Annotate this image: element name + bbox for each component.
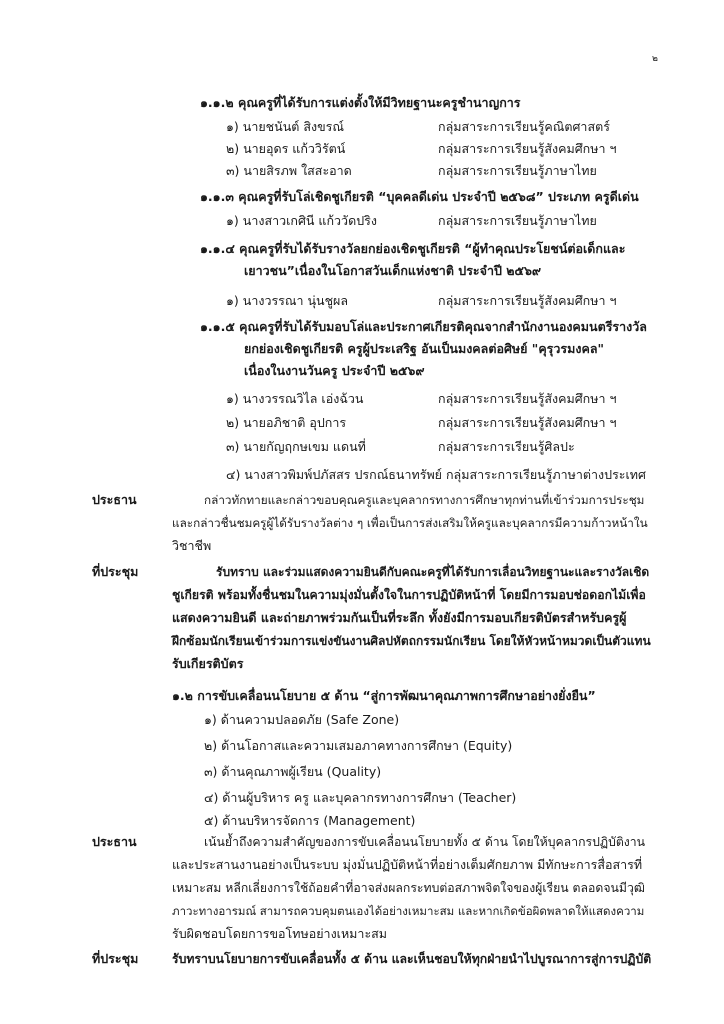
list-item-group: กลุ่มสาระการเรียนรู้คณิตศาสตร์	[438, 119, 610, 134]
list-item-group: กลุ่มสาระการเรียนรู้สังคมศึกษา ฯ	[438, 141, 617, 156]
list-item-group: กลุ่มสาระการเรียนรู้ภาษาไทย	[438, 213, 597, 228]
chair-statement-line: วิชาชีพ	[172, 538, 212, 553]
list-item-group: กลุ่มสาระการเรียนรู้ศิลปะ	[438, 439, 575, 454]
meeting-resolution-line: ชูเกียรติ พร้อมทั้งชื่นชมในความมุ่งมั่นตั้งใจในการปฏิบัติหน้าที่ โดยมีการมอบช่อดอกไม้เพื่อ	[172, 588, 646, 602]
meeting-resolution-line: แสดงความยินดี และถ่ายภาพร่วมกันเป็นที่ระลึก ทั้งยังมีการมอบเกียรติบัตรสำหรับครูผู้	[172, 610, 627, 625]
list-item-name: ๑) นายชนันต์ สิงขรณ์	[226, 119, 344, 134]
section-1-1-4-heading-cont: เยาวชน”เนื่องในโอกาสวันเด็กแห่งชาติ ประจำปี ๒๕๖๙	[244, 263, 542, 278]
section-1-1-2-heading: ๑.๑.๒ คุณครูที่ได้รับการแต่งตั้งให้มีวิทยฐานะครูชำนาญการ	[200, 95, 521, 110]
list-item-group: กลุ่มสาระการเรียนรู้ภาษาไทย	[438, 163, 597, 178]
meeting-label: ที่ประชุม	[92, 951, 139, 966]
chair-statement-line: และกล่าวชื่นชมครูผู้ได้รับรางวัลต่าง ๆ เพื่อเป็นการส่งเสริมให้ครูและบุคลากรมีความก้าวหน้าใน	[172, 516, 648, 530]
meeting-label: ที่ประชุม	[92, 564, 139, 579]
list-item-group: กลุ่มสาระการเรียนรู้สังคมศึกษา ฯ	[438, 415, 617, 430]
policy-item: ๕) ด้านบริหารจัดการ (Management)	[204, 813, 416, 828]
chair-statement-line: กล่าวทักทายและกล่าวขอบคุณครูและบุคลากรทางการศึกษาทุกท่านที่เข้าร่วมการประชุม	[204, 493, 645, 507]
meeting-resolution-line: ฝึกซ้อมนักเรียนเข้าร่วมการแข่งขันงานศิลปหัตถกรรมนักเรียน โดยให้หัวหน้าหมวดเป็นตัวแทน	[172, 634, 651, 648]
list-item-name: ๓) นายสิรภพ ใสสะอาด	[226, 163, 352, 178]
policy-item: ๓) ด้านคุณภาพผู้เรียน (Quality)	[204, 764, 382, 779]
meeting-resolution-line: รับทราบ และร่วมแสดงความยินดีกับคณะครูที่ได้รับการเลื่อนวิทยฐานะและรางวัลเชิด	[216, 565, 650, 579]
page-number: ๒	[652, 54, 658, 64]
section-1-1-5-heading: ๑.๑.๕ คุณครูที่รับได้รับมอบโล่และประกาศเกียรติคุณจากสำนักงานองคมนตรีรางวัล	[200, 319, 647, 334]
policy-item: ๑) ด้านความปลอดภัย (Safe Zone)	[204, 712, 400, 727]
chair-label: ประธาน	[92, 492, 137, 507]
list-item-full: ๔) นางสาวพิมพ์ปภัสสร ปรกณ์ธนาทรัพย์ กลุ่มสาระการเรียนรู้ภาษาต่างประเทศ	[226, 467, 646, 482]
chair-statement-line: เน้นย้ำถึงความสำคัญของการขับเคลื่อนนโยบายทั้ง ๕ ด้าน โดยให้บุคลากรปฏิบัติงาน	[204, 835, 646, 849]
meeting-resolution-line: รับทราบนโยบายการขับเคลื่อนทั้ง ๕ ด้าน และเห็นชอบให้ทุกฝ่ายนำไปบูรณาการสู่การปฏิบัติ	[172, 952, 652, 966]
chair-statement-line: เหมาะสม หลีกเลี่ยงการใช้ถ้อยคำที่อาจส่งผลกระทบต่อสภาพจิตใจของผู้เรียน ตลอดจนมีวุฒิ	[172, 881, 645, 895]
section-1-1-5-heading-cont: เนื่องในงานวันครู ประจำปี ๒๕๖๙	[244, 363, 425, 378]
section-1-1-5-heading-cont: ยกย่องเชิดชูเกียรติ ครูผู้ประเสริฐ อันเป็นมงคลต่อศิษย์ "คุรุวรมงคล"	[244, 341, 605, 356]
section-1-1-4-heading: ๑.๑.๔ คุณครูที่รับได้รับรางวัลยกย่องเชิดชูเกียรติ “ผู้ทำคุณประโยชน์ต่อเด็กและ	[200, 241, 626, 256]
list-item-name: ๒) นายอภิชาติ อุปการ	[226, 415, 347, 430]
list-item-group: กลุ่มสาระการเรียนรู้สังคมศึกษา ฯ	[438, 293, 617, 308]
section-1-1-3-heading: ๑.๑.๓ คุณครูที่รับโล่เชิดชูเกียรติ “บุคคลดีเด่น ประจำปี ๒๕๖๘” ประเภท ครูดีเด่น	[200, 189, 639, 204]
chair-statement-line: รับผิดชอบโดยการขอโทษอย่างเหมาะสม	[172, 926, 388, 941]
list-item-name: ๑) นางวรรณา นุ่นชูผล	[226, 293, 349, 308]
chair-statement-line: ภาวะทางอารมณ์ สามารถควบคุมตนเองได้อย่างเหมาะสม และหากเกิดข้อผิดพลาดให้แสดงความ	[172, 904, 645, 918]
policy-item: ๒) ด้านโอกาสและความเสมอภาคทางการศึกษา (Equity)	[204, 738, 513, 753]
meeting-resolution-line: รับเกียรติบัตร	[172, 656, 244, 671]
list-item-name: ๑) นางสาวเกศินี แก้ววัดปริง	[226, 213, 377, 228]
chair-statement-line: และประสานงานอย่างเป็นระบบ มุ่งมั่นปฏิบัติหน้าที่อย่างเต็มศักยภาพ มีทักษะการสื่อสารที่	[172, 857, 643, 872]
list-item-name: ๑) นางวรรณวิไล เอ่งฉ้วน	[226, 391, 364, 406]
list-item-name: ๒) นายอุดร แก้ววิรัตน์	[226, 141, 346, 156]
policy-item: ๔) ด้านผู้บริหาร ครู และบุคลากรทางการศึกษา (Teacher)	[204, 790, 517, 805]
list-item-group: กลุ่มสาระการเรียนรู้สังคมศึกษา ฯ	[438, 391, 617, 406]
chair-label: ประธาน	[92, 834, 137, 849]
list-item-name: ๓) นายกัญฤกษเขม แดนที่	[226, 439, 366, 454]
section-1-2-heading: ๑.๒ การขับเคลื่อนนโยบาย ๕ ด้าน “สู่การพัฒนาคุณภาพการศึกษาอย่างยั่งยืน”	[172, 688, 596, 703]
